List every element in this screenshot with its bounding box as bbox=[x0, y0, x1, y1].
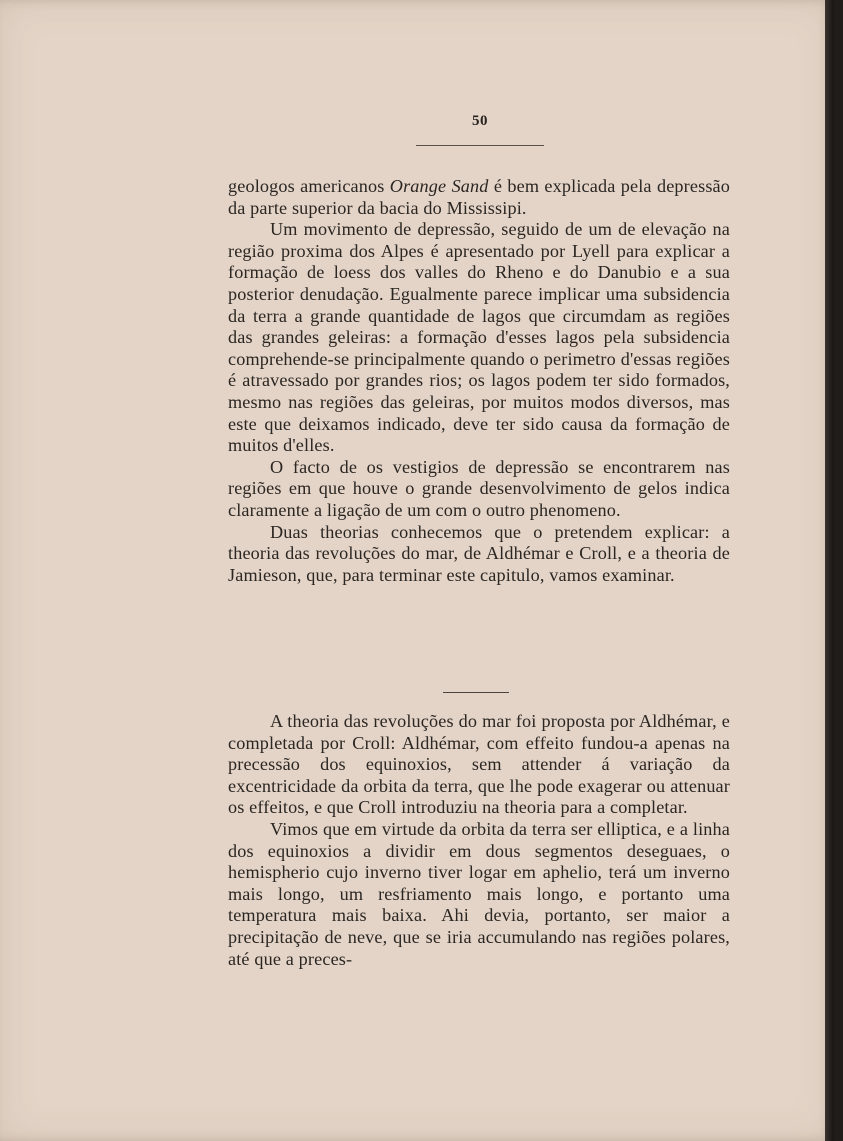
paragraph: A theoria das revoluções do mar foi proposta por Aldhémar, e completada por Croll: Aldhémar, com effeito fundou-a apenas na precessão dos equinoxios, sem attender á variação da excentricidade da orbita da terra, que lhe pode exagerar ou attenuar os effeitos, e que Croll introduziu na theoria para a completar. bbox=[228, 711, 730, 818]
text-block-1 bbox=[228, 176, 730, 586]
header-rule bbox=[416, 145, 544, 146]
page-edge bbox=[825, 0, 834, 1141]
paragraph: Vimos que em virtude da orbita da terra ser elliptica, e a linha dos equinoxios a dividir em dous segmentos deseguaes, o hemispherio cujo inverno tiver logar em aphelio, terá um inverno mais longo, um resfriamento mais longo, e portanto uma temperatura mais baixa. Ahi devia, portanto, ser maior a precipitação de neve, que se iria accumulando nas regiões polares, até que a preces- bbox=[228, 818, 730, 969]
text-run: é bem explicada pela depressão da parte superior da bacia do Mississipi. bbox=[228, 176, 731, 218]
page-number: 50 bbox=[472, 113, 488, 129]
paragraph: Duas theorias conhecemos que o pretendem explicar: a theoria das revoluções do mar, de Aldhémar e Croll, e a theoria de Jamieson, que, para terminar este capitulo, vamos examinar. bbox=[228, 521, 730, 585]
paragraph-continued bbox=[228, 176, 730, 219]
italic-term: Orange Sand bbox=[389, 176, 489, 196]
paragraph: Um movimento de depressão, seguido de um de elevação na região proxima dos Alpes é apresentado por Lyell para explicar a formação de loess dos valles do Rheno e do Danubio e a sua posterior denudação. Egualmente parece implicar uma subsidencia da terra a grande quantidade de lagos que circumdam as regiões das grandes geleiras: a formação d'esses lagos pela subsidencia comprehende-se principalmente quando o perimetro d'essas regiões é atravessado por grandes rios; os lagos podem ter sido formados, mesmo nas regiões das geleiras, por muitos modos diversos, mas este que deixamos indicado, deve ter sido causa da formação de muitos d'elles. bbox=[228, 219, 730, 456]
text-run: geologos americanos bbox=[228, 176, 390, 196]
section-divider bbox=[443, 692, 509, 693]
paragraph: O facto de os vestigios de depressão se encontrarem nas regiões em que houve o grande desenvolvimento de gelos indica claramente a ligação de um com o outro phenomeno. bbox=[228, 456, 730, 520]
text-block-2 bbox=[228, 711, 730, 970]
